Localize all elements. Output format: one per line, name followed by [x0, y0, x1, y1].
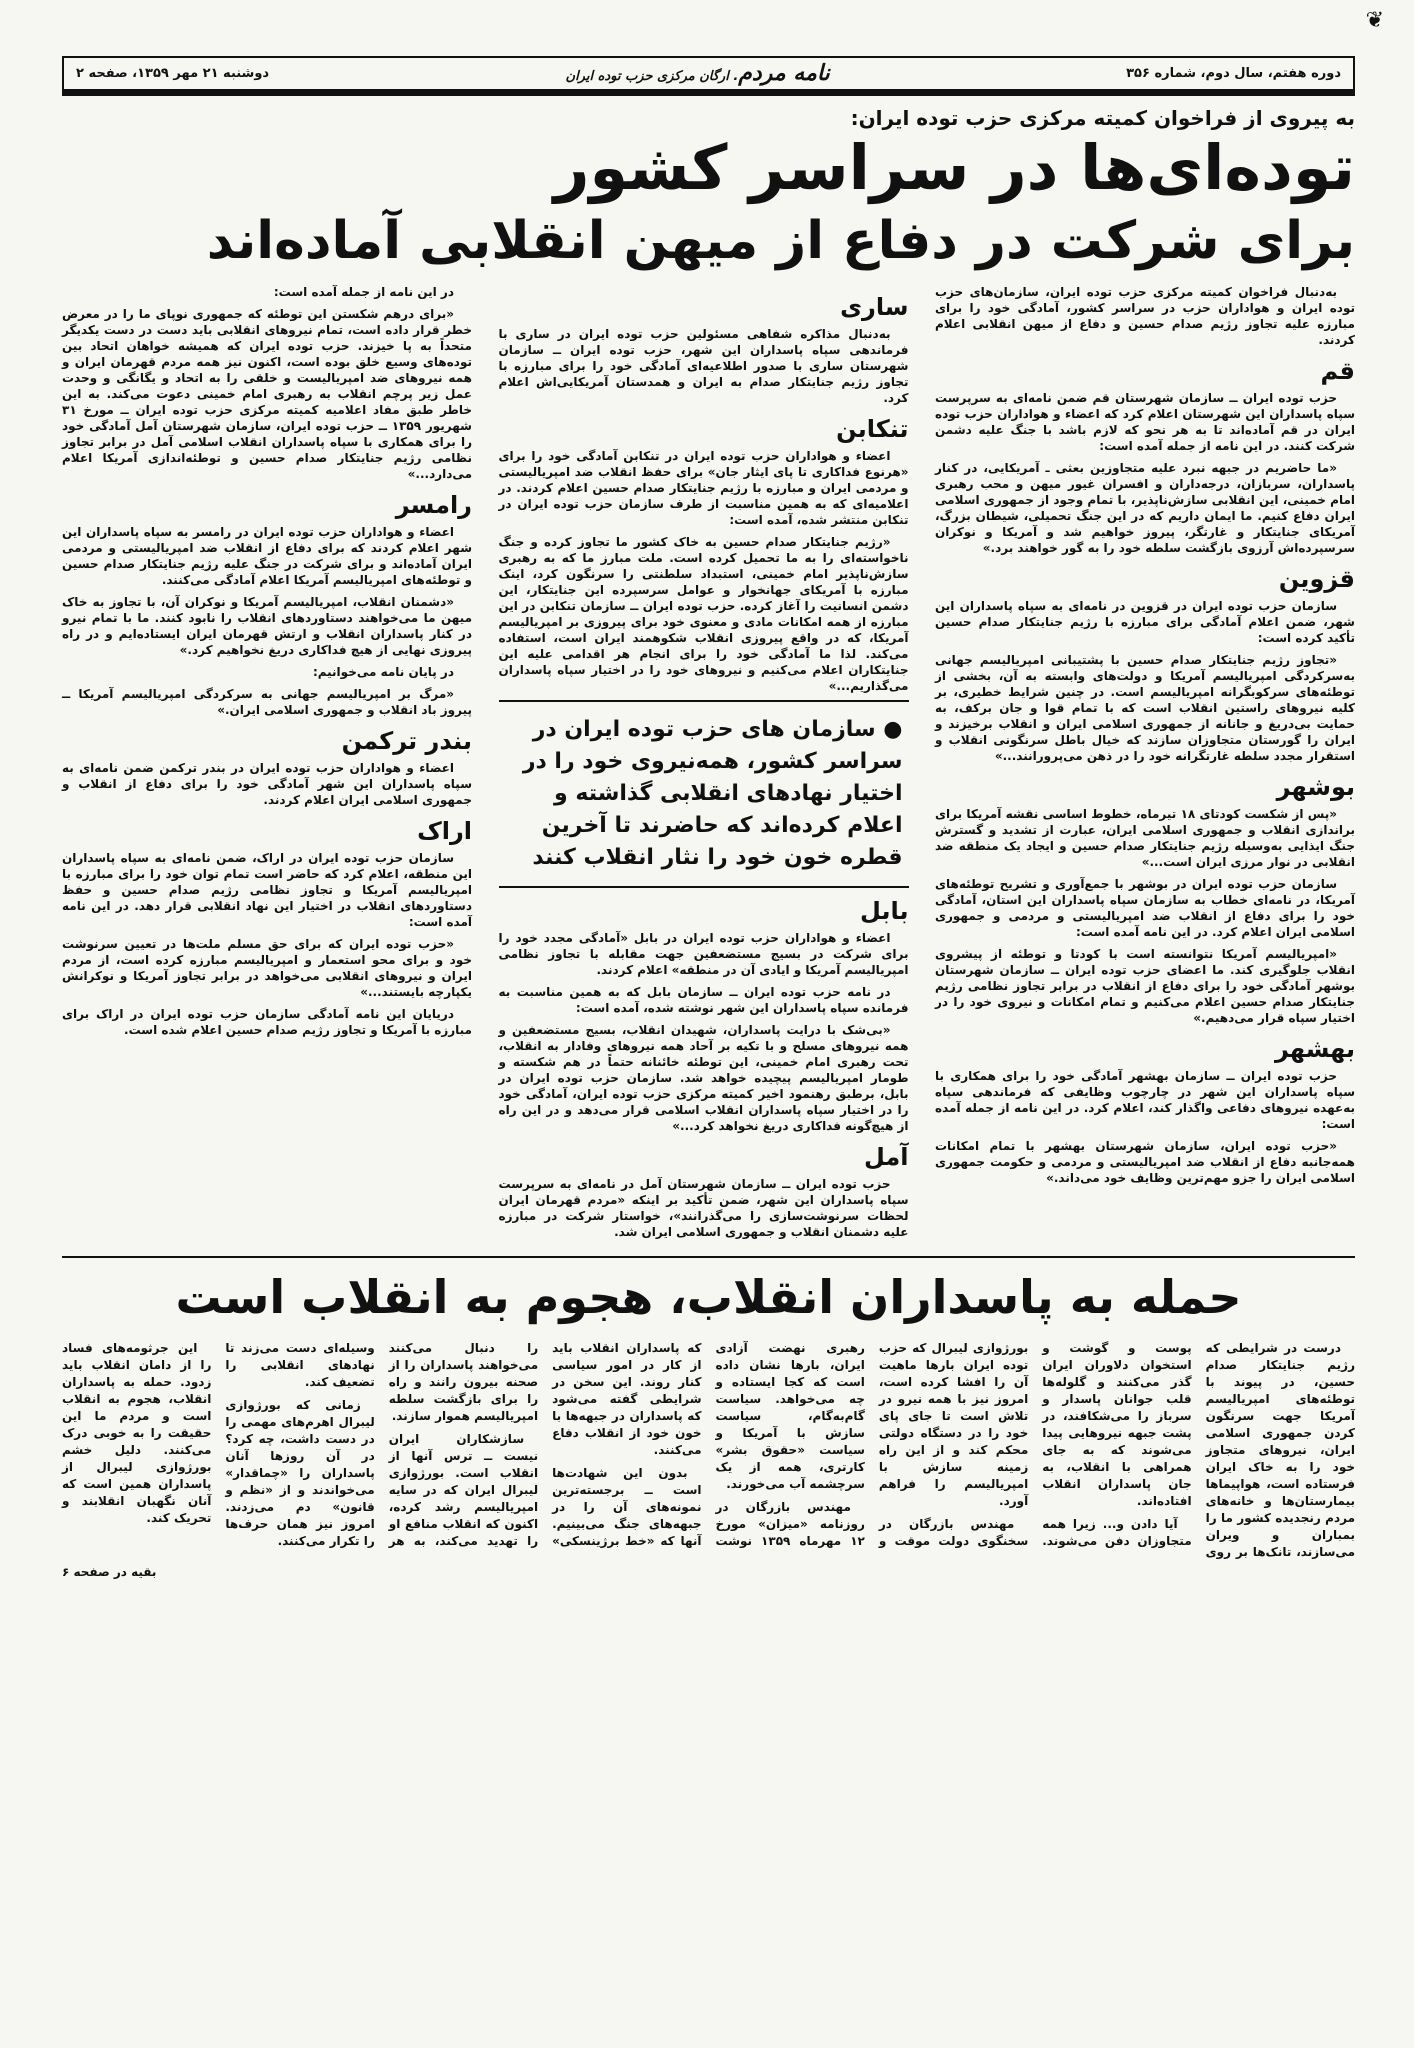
bottom-headline: حمله به پاسداران انقلاب، هجوم به انقلاب است: [175, 1270, 1242, 1324]
paragraph: به‌دنبال مذاکره شفاهی مسئولین حزب توده ایران در ساری با فرماندهی سپاه پاسداران این شهر، حزب توده ایران ــ سازمان شهرستان ساری با صدور اطلاعیه‌ای آمادگی خود را برای مبارزه با تجاوز رژیم جنایتکار صدام به ایران و همدستان آمریکایی‌اش اعلام کرد.: [498, 327, 909, 405]
paragraph: آیا دادن و... زیرا همه متجاوزان دفن می‌شوند. بورژوازی لیبرال که حزب توده ایران بارها ماهیت آن را افشا کرده است، امروز نیز با همه نیرو در تلاش است تا جای پای خود را در دستگاه دولتی محکم کند و از این راه زمینه سازش با امپریالیسم را فراهم آورد.: [878, 1341, 1192, 1548]
paragraph: درست در شرایطی که رژیم جنایتکار صدام حسین، در پیوند با توطئه‌های امپریالیسم آمریکا جهت سرنگون کردن جمهوری اسلامی ایران، نیروهای متجاوز خود را به خاک ایران فرستاده است، هواپیماها بیمارستان‌ها و خانه‌های مردم رنجدیده کشور ما را بمباران و ویران می‌سازند، تانک‌ها بر روی پوست و گوشت و استخوان دلاوران ایران گذر می‌کنند و گلوله‌ها قلب جوانان پاسدار و سرباز را می‌شکافند، در پشت جبهه نیروهایی پیدا می‌شوند که به جای همراهی با انقلاب، به جان پاسداران انقلاب افتاده‌اند.: [1042, 1341, 1355, 1559]
paragraph: سازمان حزب توده ایران در اراک، ضمن نامه‌ای به سپاه پاسداران این منطقه، اعلام کرد که حاضر است تمام توان خود را برای مبارزه با امپریالیسم آمریکا و تجاوز نظامی رژیم صدام حسین و حفظ دستاوردهای انقلاب در اختیار این نهاد انقلابی قرار دهد. در این نامه آمده است:: [62, 851, 472, 929]
paragraph: «دشمنان انقلاب، امپریالیسم آمریکا و نوکران آن، با تجاوز به خاک میهن ما می‌خواهند دستاوردهای انقلاب را نابود کنند. ما با تمام نیرو در کنار پاسداران انقلاب و ارتش قهرمان ایران ایستاده‌ایم و در راه پیروزی نهایی از هیچ فداکاری دریغ نخواهیم کرد.»: [62, 595, 472, 657]
paper-title: [566, 61, 830, 86]
paragraph: حزب توده ایران ــ سازمان بهشهر آمادگی خود را برای همکاری با سپاه پاسداران این شهر در چارچوب وظایفی که فرماندهی سپاه به‌عهده نیروهای دفاعی واگذار کند، اعلام کرد. در این نامه از جمله آمده است:: [935, 1069, 1355, 1131]
pull-quote-box: ● سازمان های حزب توده ایران در سراسر کشور، همه‌نیروی خود را در اختیار نهادهای انقلابی گذاشته و اعلام کرده‌اند که حاضرند تا آخرین قطره خون خود را نثار انقلاب کنند: [499, 700, 909, 888]
paragraph: حزب توده ایران ــ سازمان شهرستان قم ضمن نامه‌ای به سرپرست سپاه پاسداران این شهرستان اعلام کرد که اعضاء و هواداران حزب توده ایران در قم آماده‌اند تا به هر نحو که لازم باشد با جنگ علیه دشمن شرکت کنند. در این نامه از جمله آمده است:: [935, 391, 1355, 453]
city-heading: بهشهر: [1274, 1035, 1355, 1063]
paragraph: به‌دنبال فراخوان کمیته مرکزی حزب توده ایران، سازمان‌های حزب توده ایران و هواداران حزب در سراسر کشور، آمادگی خود را برای مبارزه علیه تجاوز رژیم صدام حسین و دفاع از میهن انقلابی اعلام کردند.: [935, 285, 1355, 347]
paragraph: بدون این شهادت‌ها است ــ برجسته‌ترین نمونه‌های آن را در جبهه‌های جنگ می‌بینیم. آنها که «خط برژینسکی» را دنبال می‌کنند می‌خواهند پاسداران را از صحنه بیرون رانند و راه را برای بازگشت سلطه امپریالیسم هموار سازند.: [388, 1341, 702, 1548]
paragraph: «برای درهم شکستن این توطئه که جمهوری نوپای ما را در معرض خطر قرار داده است، تمام نیروهای انقلابی باید دست در دست یکدیگر متحداً به پا خیزند. حزب توده ایران که همیشه خواهان اتحاد بین توده‌های وسیع خلق بوده است، اکنون نیز همه مردم قهرمان ایران و همه نیروهای ضد امپریالیست و خلقی را به اتحاد و یگانگی و وحدت عمل زیر پرچم انقلاب به رهبری امام خمینی دعوت می‌کند. به این خاطر طبق مفاد اعلامیه کمیته مرکزی حزب توده ایران ــ مورخ ۳۱ شهریور ۱۳۵۹ ــ حزب توده ایران، سازمان شهرستان آمل آمادگی خود را برای همکاری با سپاه پاسداران انقلاب اسلامی آمل در برابر تجاوز نظامی رژیم جنایتکار صدام حسین و توطئه‌اندازی آمریکا اعلام می‌دارد...»: [62, 307, 472, 481]
continued-note: بقیه در صفحه ۶: [62, 1565, 157, 1579]
headline-line-1: توده‌ای‌ها در سراسر کشور: [553, 131, 1355, 204]
paper-name: نامه مردم: [738, 61, 830, 86]
paragraph: «رژیم جنایتکار صدام حسین به خاک کشور ما تجاوز کرده و جنگ ناخواسته‌ای را به ما تحمیل کرده است. ملت مبارز ما که به رهبری سازش‌ناپذیر امام خمینی، استبداد سلطنتی را سرنگون کرد، اینک مبارزه با آمریکای جهانخوار و عوامل سرسپرده این جنایتکار، این دشمن انسانیت را آغاز کرده. حزب توده ایران ــ سازمان تنکابن در این مبارزه از همه امکانات مادی و معنوی خود برای پیروزی بر امپریالیسم آمریکا، که در واقع پیروزی انقلاب شکوهمند ایران است، استفاده می‌کند. لذا ما آمادگی خود را برای انجام هر اقدامی علیه این جنایتکاران اعلام می‌کنیم و نیروهای خود را در اختیار سپاه پاسداران می‌گذاریم...»: [498, 535, 909, 693]
paragraph: «پس از شکست کودتای ۱۸ تیرماه، خطوط اساسی نقشه آمریکا برای براندازی انقلاب و جمهوری اسلامی ایران، عبارت از تشدید و گسترش جنگ ایذایی به‌وسیله رژیم جنایتکار صدام حسین و ایجاد یک منطقه ضد انقلابی در نوار مرزی ایران است...»: [935, 807, 1355, 869]
city-heading: بندر ترکمن: [341, 727, 472, 755]
paragraph: اعضاء و هواداران حزب توده ایران در تنکابن آمادگی خود را برای «هرنوع فداکاری تا پای ایثار جان» برای حفظ انقلاب ضد امپریالیستی و مردمی ایران و مبارزه با رژیم جنایتکار صدام حسین اعلام کردند. در اعلامیه‌ای که به همین مناسبت از طرف سازمان حزب توده ایران در تنکابن منتشر شده، آمده است:: [498, 449, 909, 527]
column-right: [935, 284, 1355, 1246]
paragraph: حزب توده ایران ــ سازمان شهرستان آمل در نامه‌ای به سرپرست سپاه پاسداران این شهر، ضمن تأکید بر اینکه «مردم قهرمان ایران لحظات سرنوشت‌سازی را می‌گذرانند»، خواستار شرکت در مبارزه علیه دشمنان انقلاب و جمهوری اسلامی ایران شد.: [498, 1177, 909, 1239]
city-heading: آمل: [863, 1143, 909, 1171]
paragraph: مهندس بازرگان در سخنگوی دولت موقت و رهبری نهضت آزادی ایران، بارها نشان داده است که کجا ایستاده و چه می‌خواهد. سیاست گام‌به‌گام، سیاست سازش با آمریکا و سیاست «حقوق بشر» کارتری، همه از یک سرچشمه آب می‌خورند.: [715, 1341, 1029, 1548]
paragraph: اعضاء و هواداران حزب توده ایران در رامسر به سپاه پاسداران این شهر اعلام کردند که برای دفاع از انقلاب ضد امپریالیستی و مردمی ایران آماده‌اند و برای شرکت در جنگ علیه رژیم جنایتکار صدام حسین و توطئه‌های امپریالیسم آمریکا اعلام آمادگی می‌کنند.: [62, 525, 472, 587]
paragraph: اعضاء و هواداران حزب توده ایران در بندر ترکمن ضمن نامه‌ای به سپاه پاسداران این شهر آمادگی خود را برای دفاع از انقلاب و جمهوری اسلامی ایران اعلام کردند.: [62, 761, 472, 807]
paragraph: سازشکاران ایران نیست ــ ترس آنها از انقلاب است. بورژوازی لیبرال ایران که در سایه امپریالیسم رشد کرده، اکنون که انقلاب منافع او را تهدید می‌کند، به هر وسیله‌ای دست می‌زند تا نهادهای انقلابی را تضعیف کند.: [225, 1341, 539, 1548]
issue-info: دوره هفتم، سال دوم، شماره ۳۵۶: [1126, 66, 1341, 81]
paragraph: اعضاء و هواداران حزب توده ایران در بابل «آمادگی مجدد خود را برای شرکت در بسیج مستضعفین جهت مقابله با تجاوز نظامی امپریالیسم آمریکا و ایادی آن در منطقه» اعلام کردند.: [498, 931, 909, 977]
paragraph: سازمان حزب توده ایران در قزوین در نامه‌ای به سپاه پاسداران این شهر، ضمن اعلام آمادگی برای مبارزه با رژیم جنایتکار صدام حسین تأکید کرده است:: [935, 599, 1355, 645]
newspaper-page: [62, 0, 1355, 1579]
paragraph: در نامه حزب توده ایران ــ سازمان بابل که به همین مناسبت به فرمانده سپاه پاسداران این شهر نوشته شده، آمده است:: [498, 985, 909, 1015]
paragraph: مهندس بازرگان در روزنامه «میزان» مورخ ۱۲ مهرماه ۱۳۵۹ نوشت که پاسداران انقلاب باید از کار در امور سیاسی کنار روند. این سخن در شرایطی گفته می‌شود که پاسداران در جبهه‌ها با خون خود از انقلاب دفاع می‌کنند.: [552, 1341, 865, 1548]
paragraph: «تجاوز رژیم جنایتکار صدام حسین با پشتیبانی امپریالیسم جهانی به‌سرکردگی امپریالیسم آمریکا و دولت‌های وابسته به آن، بخشی از توطئه‌های سرکوبگرانه امپریالیسم است. در چنین شرایط خطیری، بر کلیه نیروهای راستین انقلاب است که با تمام قوا و جان برکف، به حمایت بی‌دریغ و جانانه از جمهوری اسلامی ایران و انقلاب برخیزند و ایران را گورستان متجاوزان سازند که خیال باطل سرنگونی انقلاب و استقرار مجدد سلطه غارتگرانه خود را در ذهن می‌پرورانند...»: [935, 653, 1355, 763]
masthead: [62, 56, 1355, 96]
paragraph: «امپریالیسم آمریکا نتوانسته است با کودتا و توطئه از پیشروی انقلاب جلوگیری کند. ما اعضای حزب توده ایران ــ سازمان شهرستان بوشهر آمادگی خود را برای دفاع از انقلاب در برابر تجاوز نظامی رژیم جنایتکار صدام حسین اعلام می‌کنیم و تمام امکانات و نیروی خود را در اختیار سپاه قرار می‌دهیم.»: [935, 947, 1355, 1025]
paragraph: «ما حاضریم در جبهه نبرد علیه متجاوزین بعثی ـ آمریکایی، در کنار پاسداران، سربازان، درجه‌داران و افسران غیور میهن و محب رهبری امام خمینی، این انقلابی سازش‌ناپذیر، با تمام وجود از جمهوری اسلامی ایران دفاع کنیم. ما ایمان داریم که در این جنگ تحمیلی، شیطان بزرگ، آمریکای جنایتکار و غارتگر، پیروز خواهیم شد و آمریکا و نوکران سرسپرده‌اش آرزوی بازگشت سلطه خود را به گور خواهند برد.»: [935, 461, 1355, 555]
kicker: به پیروی از فراخوان کمیته مرکزی حزب توده ایران:: [850, 106, 1355, 130]
paragraph: دریایان این نامه آمادگی سازمان حزب توده ایران در اراک برای مبارزه با آمریکا و تجاوز رژیم صدام حسین اعلام شده است.: [62, 1007, 472, 1037]
paragraph: «حزب توده ایران که برای حق مسلم ملت‌ها در تعیین سرنوشت خود و برای محو استعمار و امپریالیسم مبارزه کرده است، از مردم ایران و نیروهای انقلابی می‌خواهد در برابر تجاوز آمریکا و نوکرانش یکپارچه بایستند...»: [62, 937, 472, 999]
bottom-article-body: [62, 1340, 1355, 1561]
paragraph: «حزب توده ایران، سازمان شهرستان بهشهر با تمام امکانات همه‌جانبه دفاع از انقلاب ضد امپریالیستی و مردمی و حکومت جمهوری اسلامی ایران را جزو مهم‌ترین وظایف خود می‌داند.»: [935, 1139, 1355, 1185]
paragraph: «بی‌شک با درایت پاسداران، شهیدان انقلاب، بسیج مستضعفین و همه نیروهای مسلح و با تکیه بر آحاد همه نیروهای وفادار به انقلاب، تحت رهبری امام خمینی، این توطئه خائنانه حتماً در هم شکسته و طومار امپریالیسم پیچیده خواهد شد. سازمان حزب توده ایران در بابل، برطبق رهنمود اخیر کمیته مرکزی حزب توده ایران، آمادگی خود را در اختیار سپاه پاسداران انقلاب اسلامی قرار می‌دهد و در این راه از هیچ‌گونه فداکاری دریغ نخواهد کرد...»: [498, 1023, 909, 1133]
city-heading: تنکابن: [836, 415, 909, 443]
paragraph: سازمان حزب توده ایران در بوشهر با جمع‌آوری و تشریح توطئه‌های آمریکا، در نامه‌ای خطاب به سازمان سپاه پاسداران این استان، آمادگی خود را برای دفاع از انقلاب ضد امپریالیستی و مردمی و جمهوری اسلامی ایران اعلام کرد. در این نامه آمده است:: [935, 877, 1355, 939]
paragraph: «مرگ بر امپریالیسم جهانی به سرکردگی امپریالیسم آمریکا ــ پیروز باد انقلاب و جمهوری اسلامی ایران.»: [62, 687, 472, 717]
city-heading: بابل: [860, 897, 909, 925]
city-heading: رامسر: [395, 491, 472, 519]
column-middle: [499, 284, 909, 1246]
headline-line-2: برای شرکت در دفاع از میهن انقلابی آماده‌اند: [206, 211, 1355, 271]
paragraph: در این نامه از جمله آمده است:: [273, 285, 454, 299]
paragraph: زمانی که بورژوازی لیبرال اهرم‌های مهمی را در دست داشت، چه کرد؟ در آن روزها آنان پاسداران را «چماقدار» می‌خواندند و از «نظم و قانون» دم می‌زدند. امروز نیز همان حرف‌ها را تکرار می‌کنند.: [225, 1398, 375, 1548]
lead-columns: [62, 284, 1355, 1246]
city-heading: بوشهر: [1276, 773, 1355, 801]
section-divider: [62, 1256, 1355, 1258]
margin-mark: ❦: [1365, 8, 1384, 33]
city-heading: اراک: [417, 817, 472, 845]
paragraph: این جرثومه‌های فساد را از دامان انقلاب باید زدود. حمله به پاسداران انقلاب، هجوم به انقلاب است و مردم ما این حقیقت را به خوبی درک می‌کنند. دلیل خشم بورژوازی لیبرال از پاسداران همین است که آنان نگهبان انقلابند و تحریک کند.: [62, 1341, 212, 1525]
paper-subtitle: . ارگان مرکزی حزب توده ایران: [565, 69, 739, 84]
column-left: [62, 284, 472, 1246]
date-page: دوشنبه ۲۱ مهر ۱۳۵۹، صفحه ۲: [76, 66, 270, 81]
city-heading: قزوین: [1278, 565, 1355, 593]
city-heading: قم: [1320, 357, 1355, 385]
city-heading: ساری: [840, 293, 909, 321]
paragraph: در پایان نامه می‌خوانیم:: [312, 665, 454, 679]
